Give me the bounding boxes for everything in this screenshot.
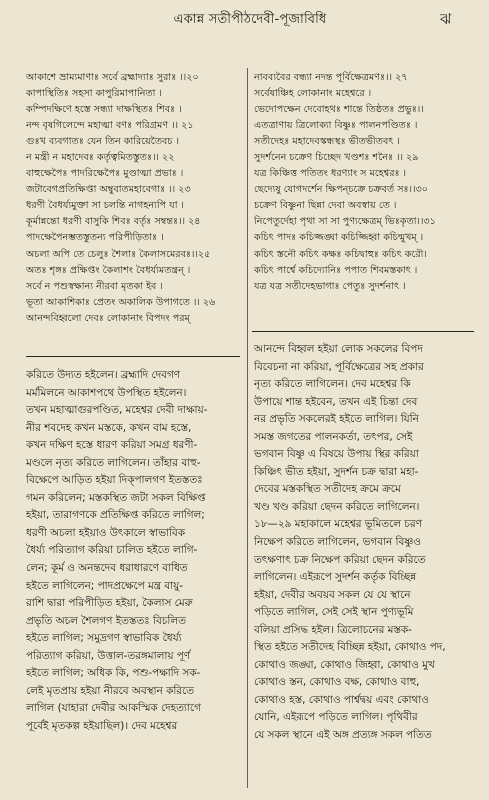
text-line: বিক্ষেপে আড়িত হইয়া দিক্‌পালগণ ইতস্ততঃ <box>26 474 203 487</box>
text-line: রাশি দ্বারা পরিপীড়িত হইয়া, কৈলাস মেরু <box>26 597 193 610</box>
page-title: একান্ন সতীপীঠদেবী-পূজাবিধি <box>173 12 327 27</box>
verses-right-column <box>254 70 474 295</box>
verse-line: কচিৎ পার্শ্বে কচিদ্যোনিঃ পপাত শিবমস্তকাৎ । <box>254 264 418 276</box>
text-line: ভগবান বিষ্ণু এ বিষয়ে উপায় স্থির করিয়া <box>254 448 419 461</box>
verse-line: ভূতা আকাশিকাঃ প্রেতং অকালিক উপাগতে ।। ২৬ <box>26 296 216 308</box>
section-divider-left <box>26 356 240 357</box>
text-line: মণ্ডলে নৃত্য করিতে লাগিলেন। তাঁহার বাহু- <box>26 456 201 469</box>
verse-line: কূর্মান্নন্তো ধরণী বাসুকি শিবঃ বর্তৃঃ সম্বন্তঃ।। ২৪ <box>26 216 201 228</box>
text-line: ১৮—২৯ মহাকালে মহেশ্বর ভূমিতলে চরণ <box>254 518 422 531</box>
text-line: কোথাও স্তন, কোথাও বক্ষ, কোথাও বাহু, <box>254 676 420 689</box>
text-line: কোথাও জঙ্ঘা, কোথাও জিহ্বা, কোথাও মুখ <box>254 658 435 671</box>
verse-line: কচিৎ স্তনৌ কচিৎ কক্ষঃ কচিদ্বাহুঃ কচিৎ করৌ। <box>254 248 427 260</box>
text-line: উপায়ে শান্ত হইবেন, তখন এই চিন্তা দেব <box>254 395 418 408</box>
verse-line: সুদর্শনেন চক্রেণ চিচ্ছেদ খণ্ডশঃ শনৈঃ ।। ২৯ <box>254 152 419 164</box>
text-line: বলিয়া প্রসিদ্ধ হইল। ত্রিলোচনের মস্তক- <box>254 623 412 636</box>
text-line: ধৈর্য্য পরিত্যাগ করিয়া চালিত হইতে লাগি- <box>26 544 198 557</box>
text-line: হইয়া, তারাগণকে প্রতিক্ষিপ্ত করিতে লাগিল; <box>26 509 205 522</box>
text-line: হইতে লাগিলেন; পাদপ্রক্ষেপে মন্ত্র বায়ু- <box>26 579 183 592</box>
verse-line: আকাশে ভ্রাম্যমাণাঃ সর্বে ব্রহ্মাদ্যাঃ সুরাঃ ।।২০ <box>26 72 199 83</box>
text-line: আনন্দে বিহ্বল হইয়া লোক সকলের বিপদ <box>254 343 423 355</box>
text-line: হইতে লাগিল; অধিক কি, পশু-পক্ষাদি সক- <box>26 667 201 680</box>
verse-line: নিপেতুর্দেহা পৃথা সা সা পুণ্যক্ষেত্রম্ ভিঃকৃতা।।৩১ <box>254 216 436 228</box>
verse-line: ধরণী বৈধর্য্যমুক্তা সা চলন্তি নাগহন্যপি যা । <box>26 200 184 212</box>
prose-left-column <box>26 367 242 735</box>
verse-line: বাহুক্ষেপৈঃ পাদরিক্ষেপৈঃ মুণ্ডাত্মা প্রভাঃ । <box>26 168 184 180</box>
page-number: ঝ <box>440 10 452 28</box>
verse-line: যত্র যত্র সতীদেহভাগাঃ পেতুঃ সুদর্শনাৎ । <box>254 280 406 292</box>
text-line: পূর্বেই মৃতকল্প হইয়াছিল)। দেব মহেশ্বর <box>26 719 178 732</box>
text-line: প্রভৃতি অচল শৈলগণ ইতস্ততঃ বিচলিত <box>26 614 186 627</box>
text-line: যে সকল স্থানে এই অঙ্গ প্রত্যঙ্গ সকল পতিত <box>254 729 432 742</box>
text-line: সমস্ত জগতের পালনকর্তা, তৎপর, সেই <box>254 430 413 443</box>
text-line: মর্মমিলনে আকাশপথে উপস্থিত হইলেন। <box>26 386 187 399</box>
text-line: খণ্ড খণ্ড করিয়া ছেদন করিতে লাগিলেন। <box>254 500 420 513</box>
verse-line: জটাবেগপ্রতিক্ষিপ্তা অম্বুবাতমহাবেগাঃ ।। ২৩ <box>26 184 191 196</box>
verse-line: অতঃ শৃঙ্গঃ প্রক্ষিপ্তং কৈলাশং বৈধর্য্যমতন্ত্রন্ । <box>26 264 191 276</box>
text-line: তৎক্ষণাৎ চক্র নিক্ষেপ করিয়া ছেদন করিতে <box>254 553 426 566</box>
verse-line: কচিৎ পাদঃ কচিজ্জঙ্ঘা কচিজ্জিহ্বা কচিন্মুখম্ । <box>254 232 424 244</box>
text-line: যোনি, এইরূপে পড়িতে লাগিল। পৃথিবীর <box>254 711 418 724</box>
verse-line: সর্বে ন পশুস্বক্ষান্য নীরবা মৃতকা ইব । <box>26 280 163 292</box>
verse-line: যত্র কিঞ্চিত্ত পতিতং ধরণ্যাং স মহেশ্বরঃ । <box>254 168 407 180</box>
verse-line: নন্দ বৃষগিলেন্দে মহাত্মা বণঃ পরিগ্রমণ ।। ২১ <box>26 120 194 132</box>
text-line: লাগিল (যাহারা দেবীর আকস্মিক দেহত্যাগে <box>26 702 201 715</box>
verse-line: আনন্দবিহ্বলো দেবঃ লোকানাং বিপদং পরম্ <box>26 312 190 324</box>
text-line: নিক্ষেপ করিতে লাগিলেন, ভগবান বিষ্ণুও <box>254 536 421 549</box>
text-line: কখন দক্ষিণ হস্তে ধারণ করিয়া সমগ্র ধরণী- <box>26 439 198 452</box>
verse-line: এতত্রাণায় ত্রিলোক্যা বিষ্ণুঃ পালনপণ্ডিতঃ । <box>254 120 418 132</box>
text-line: হইয়া, দেবীর অবয়ব সকল যে যে স্থানে <box>254 588 411 601</box>
verse-line: নাবব্যবৈর বন্ধ্যা নদন্ত পূর্বিক্ষেত্রমণঃ।। ২৭ <box>254 72 408 83</box>
page-header <box>0 4 489 34</box>
verse-line: সতীদেহঃ মহাদেবস্কন্ধস্থঃ ভীতভীতবৎ । <box>254 136 400 148</box>
verse-line: ছেদ্যেষু যোগদর্শেন ক্ষিপন্চক্রে চক্রবর্ত সঃ।।৩০ <box>254 184 428 196</box>
text-line: বিবেচনা না করিয়া, পূর্বিক্ষেত্রের সহ প্রকার <box>254 360 424 373</box>
text-line: লেন; কূর্ম ও অনন্তদেব ধরাধারণে বাধিত <box>26 562 188 575</box>
column-divider <box>247 68 248 788</box>
verse-line: কাপাস্থিতিঃ সহসা কাপুরিমাপানিতা । <box>26 88 162 100</box>
verse-line: চক্রেণ বিষ্ণুনা ছিন্না দেবা অবস্বায় তে । <box>254 200 397 212</box>
text-line: ধরণী অচলা হইয়াও উৎকালে স্বাভাবিক <box>26 526 185 539</box>
text-line: কোথাও হস্ত, কোথাও পার্শ্বদ্বয় এবং কোথাও <box>254 693 429 706</box>
verse-line: কম্পিদক্ষিণে হস্তে সন্ধ্যা দাক্ষস্থিতঃ শিবঃ । <box>26 104 182 116</box>
text-line: তখন মহাত্মাগুরপণ্ডিত, মহেশ্বর দেবী দাক্ষায়- <box>26 404 208 417</box>
text-line: নর প্রভৃতি সকলেরই হইতে লাগিল। যিনি <box>254 413 419 426</box>
text-line: কিঞ্চিৎ ভীত হইয়া, সুদর্শন চক্র দ্বারা মহা- <box>254 465 419 478</box>
text-line: নীর শবদেহ কখন মস্তকে, কখন বাম হস্তে, <box>26 421 192 434</box>
verse-line: গুঃখ ব্যবগাতঃ যেন তিন কারিয়েতৈবচ । <box>26 136 180 148</box>
verse-line: ভেদোপক্ষেন দেবোহথঃ শান্তে তিষ্ঠতঃ প্রভুঃ।। <box>254 104 424 116</box>
prose-right-column <box>254 341 474 745</box>
text-line: পড়িতে লাগিল, সেই সেই স্থান পুণ্যভূমি <box>254 606 414 619</box>
text-line: লাগিলেন। এইরূপে সুদর্শন কর্তৃক বিচ্ছিন্ন <box>254 571 417 584</box>
text-line: নৃত্য করিতে লাগিলেন। দেব মহেশ্বর কি <box>254 378 411 391</box>
text-line: পরিত্যাগ করিয়া, উত্তাল-তরঙ্গমালায় পূর্ণ <box>26 649 191 662</box>
text-line: লেই মৃতপ্রায় হইয়া নীরবে অবস্থান করিতে <box>26 684 194 697</box>
text-line: গমন করিলেন; মস্তকস্থিত জটা সকল বিক্ষিপ্ত <box>26 491 206 504</box>
verses-left-column <box>26 70 242 327</box>
text-line: দেবের মস্তকস্থিত সতীদেহ ক্রমে ক্রমে <box>254 483 401 496</box>
verse-line: সর্বেষাঞ্চিহ লোকানাং মহেশ্বরে । <box>254 88 372 100</box>
section-divider-right <box>252 331 474 332</box>
verse-line: পাদক্ষেপৈনম্ভতস্তুতন্য পরিপীড়িতাঃ । <box>26 232 164 244</box>
text-line: হইতে লাগিল; সমুদ্রগণ স্বাভাবিক ধৈর্য্য <box>26 632 182 645</box>
verse-line: ন মন্ত্রী ন মহাদেবঃ কর্তৃত্বমিতস্তুতঃ।। ২২ <box>26 152 175 164</box>
verse-line: অচলা অপি তে চেলুঃ শৈলাঃ কৈলাসমেরবঃ।।২৫ <box>26 248 211 260</box>
text-line: স্থিত হইতে সতীদেহ বিচ্ছিন্ন হইয়া, কোথাও পদ, <box>254 641 446 654</box>
text-line: করিতে উদ্যত হইলেন। ব্রহ্মাদি দেবগণ <box>26 369 181 381</box>
